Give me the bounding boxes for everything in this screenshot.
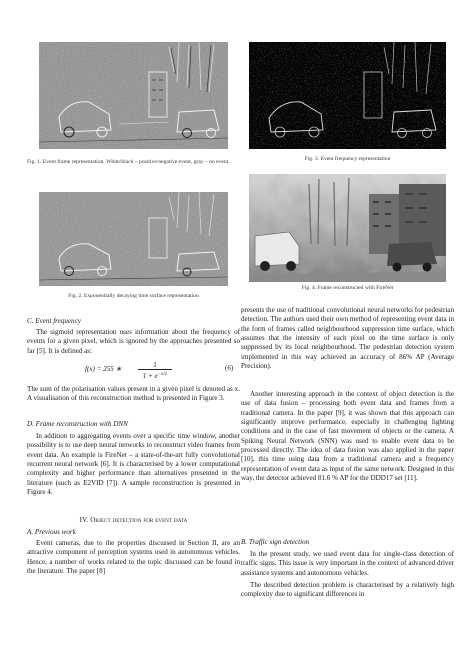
equation-number: (6) (225, 364, 234, 372)
equation-numerator: 1 (153, 361, 157, 369)
section-d-paragraph-1: In addition to aggregating events over a specific time window, another possibility is to use deep neural networks to reconstruct video frames from event data. An example is FireNet – a state-of-the-art fully convolutional recurrent neural network [6]. It is characterised by a lower computational complexity and higher performance than alternatives presented in the literature (such as E2VID [7]). A sample reconstruction is presented in Figure 4. (27, 432, 240, 497)
figure-2-image (39, 192, 228, 286)
section-d-title: D. Frame reconstruction with DNN (27, 420, 128, 428)
figure-1-image (39, 42, 228, 149)
section-b-paragraph-1: In the present study, we used event data for single-class detection of traffic signs. This issue is very important in the context of advanced driver assistance systems and autonomous vehicles. (241, 550, 454, 577)
section-b-paragraph-2: The described detection problem is characterised by a relatively high complexity due to significant differences in (241, 581, 454, 599)
section-a-title: A. Previous work (27, 528, 76, 536)
figure-2-caption: Fig. 2. Exponentially decaying time surface representation (68, 293, 199, 299)
equation-denominator: $1 + e^{-x/2}$ (138, 369, 172, 381)
figure-3-image (249, 42, 446, 149)
figure-1-caption: Fig. 1. Event frame representation. White/black – positive/negative event, gray – no event. (27, 159, 230, 165)
section-c-paragraph-2: The sum of the polarisation values present in a given pixel is denoted as x. A visualisation of this reconstruction method is presented in Figure 3. (27, 385, 240, 403)
figure-4-image (249, 174, 446, 282)
figure-3-caption: Fig. 3. Event frequency representation (304, 156, 391, 162)
figure-4-caption: Fig. 4. Frame reconstructed with FireNet (301, 285, 394, 291)
right-paragraph-2: Another interesting approach in the context of object detection is the use of data fusion – processing both event data and frames from a traditional camera. In the paper [9], it was shown that this approach can significantly improve performance, especially in challenging lighting conditions and in the case of fast movement of objects or the camera. A Spiking Neural Network (SNN) was used to enable event data to be processed directly. The idea of data fusion was also applied in the paper [10], this time using data from a traditional camera and a frequency representation of event data as input of the same network. Designed in this way, the detector achieved 81.6 % AP for the DDD17 set [11]. (241, 390, 454, 483)
section-c-paragraph-1: The sigmoid representation uses information about the frequency of events for a given pixel, which is ignored by the approaches presented so far [5]. It is defined as: (27, 328, 240, 355)
equation-6 (85, 364, 122, 373)
section-iv-title: IV. Object detection for event data (79, 516, 188, 524)
right-paragraph-1: presents the use of traditional convolutional neural networks for pedestrian detection. The authors used their own method of representing event data in the form of frames called neighbourhood suppression time surface, which assumes that the intensity of each pixel on the time surface is only suppressed by its local neighbourhood. The pedestrian detection system implemented in this way achieved an accuracy of 86% AP (Average Precision). (241, 306, 454, 371)
section-c-title: C. Event frequency (27, 317, 81, 325)
section-a-paragraph-1: Event cameras, due to the properties discussed in Section II, are an attractive component of perception systems used in autonomous vehicles. Hence, a number of works related to the topic discussed can be found in the literature. The paper [8] (27, 539, 240, 576)
section-b-title: B. Traffic sign detection (241, 538, 310, 546)
equation-lhs: f(x) = 255 ∗ (85, 365, 122, 373)
equation-fraction (138, 361, 172, 381)
